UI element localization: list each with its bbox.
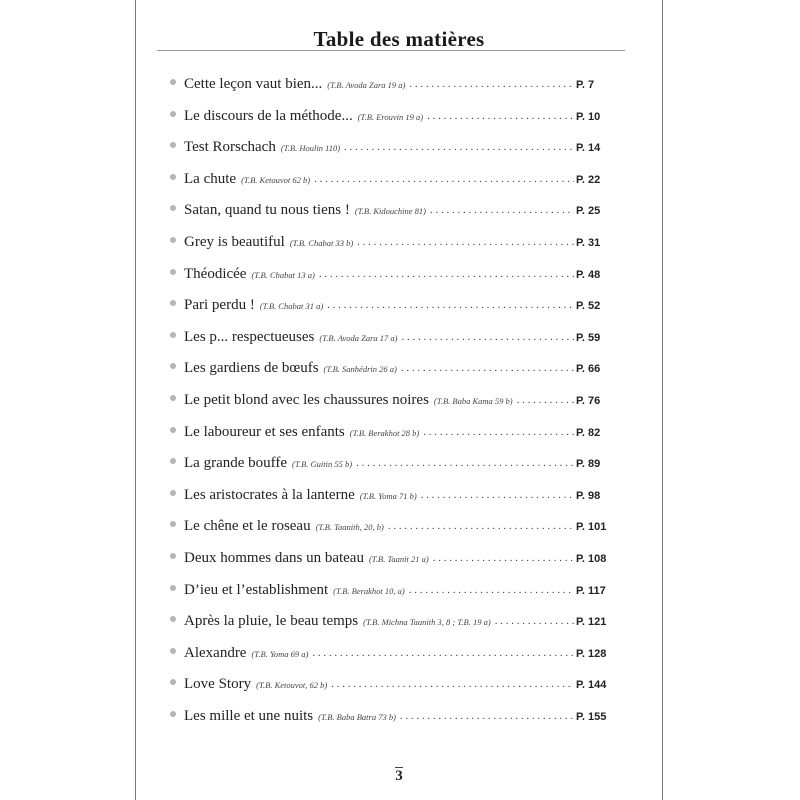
dot-leader (357, 236, 574, 248)
entry-title: Le chêne et le roseau (184, 518, 311, 535)
entry-reference: (T.B. Sanhédrin 26 a) (323, 364, 397, 375)
entry-reference: (T.B. Berakhot 10, a) (333, 585, 405, 596)
entry-title: Après la pluie, le beau temps (184, 613, 359, 630)
entry-reference: (T.B. Baba Batra 73 b) (318, 711, 396, 722)
entry-page: P. 89 (576, 458, 601, 471)
entry-reference: (T.B. Houlin 110) (280, 143, 341, 154)
bullet-icon (170, 616, 176, 622)
entry-page: P. 52 (576, 300, 601, 313)
entry-page: P. 98 (576, 489, 601, 502)
toc-entry[interactable] (170, 329, 610, 361)
entry-title: Les mille et une nuits (184, 707, 314, 724)
dot-leader (495, 615, 574, 627)
entry-reference: (T.B. Chabat 31 a) (259, 301, 324, 312)
entry-page: P. 31 (576, 236, 601, 249)
bullet-icon (170, 111, 176, 117)
toc-entry[interactable] (170, 139, 610, 171)
dot-leader (356, 457, 574, 469)
entry-reference: (T.B. Taanith, 20, b) (315, 522, 384, 533)
bullet-icon (170, 142, 176, 148)
page-number-value: 3 (395, 768, 403, 784)
toc-entry[interactable] (170, 360, 610, 392)
entry-reference: (T.B. Baba Kama 59 b) (433, 395, 513, 406)
entry-reference: (T.B. Berakhot 28 b) (349, 427, 420, 438)
dot-leader (409, 584, 574, 596)
title-rule (157, 50, 625, 51)
dot-leader (409, 78, 574, 90)
entry-page: P. 82 (576, 426, 601, 439)
dot-leader (433, 552, 574, 564)
table-of-contents (170, 76, 610, 739)
bullet-icon (170, 458, 176, 464)
entry-title: Test Rorschach (184, 139, 276, 156)
entry-reference: (T.B. Ketouvot, 62 b) (256, 680, 328, 691)
bullet-icon (170, 427, 176, 433)
bullet-icon (170, 490, 176, 496)
page-number (136, 768, 662, 785)
entry-page: P. 128 (576, 647, 607, 660)
dot-leader (314, 173, 574, 185)
entry-page: P. 14 (576, 142, 601, 155)
toc-entry[interactable] (170, 487, 610, 519)
entry-title: Love Story (184, 676, 252, 693)
entry-page: P. 7 (576, 79, 595, 91)
entry-reference: (T.B. Chabat 13 a) (251, 269, 315, 280)
entry-title: Le laboureur et ses enfants (184, 423, 345, 440)
dot-leader (327, 299, 574, 311)
entry-reference: (T.B. Kidouchine 81) (354, 206, 426, 217)
entry-page: P. 66 (576, 363, 601, 376)
entry-title: Le petit blond avec les chaussures noires (184, 391, 429, 408)
toc-entry[interactable] (170, 455, 610, 487)
entry-page: P. 121 (576, 616, 607, 629)
bullet-icon (170, 332, 176, 338)
entry-page: P. 117 (576, 584, 606, 597)
dot-leader (331, 678, 574, 690)
entry-page: P. 48 (576, 268, 601, 281)
bullet-icon (170, 269, 176, 275)
dot-leader (344, 141, 574, 153)
entry-page: P. 108 (576, 552, 607, 565)
dot-leader (312, 647, 574, 659)
entry-title: D’ieu et l’establishment (184, 581, 329, 598)
dot-leader (517, 394, 574, 406)
entry-title: Les aristocrates à la lanterne (184, 486, 355, 503)
dot-leader (423, 426, 574, 438)
bullet-icon (170, 363, 176, 369)
entry-page: P. 25 (576, 205, 601, 218)
bullet-icon (170, 237, 176, 243)
dot-leader (401, 331, 574, 343)
toc-entry[interactable] (170, 266, 610, 298)
entry-reference: (T.B. Taanit 21 a) (368, 553, 429, 564)
toc-entry[interactable] (170, 297, 610, 329)
bullet-icon (170, 553, 176, 559)
entry-reference: (T.B. Yoma 69 a) (251, 648, 309, 659)
toc-entry[interactable] (170, 76, 610, 108)
toc-entry[interactable] (170, 234, 610, 266)
entry-title: Cette leçon vaut bien... (184, 76, 323, 92)
entry-title: Pari perdu ! (184, 297, 255, 314)
toc-entry[interactable] (170, 645, 610, 677)
entry-reference: (T.B. Avoda Zara 17 a) (319, 332, 398, 343)
toc-entry[interactable] (170, 550, 610, 582)
toc-entry[interactable] (170, 202, 610, 234)
entry-page: P. 144 (576, 679, 607, 692)
bullet-icon (170, 300, 176, 306)
entry-reference: (T.B. Chabat 33 b) (289, 237, 354, 248)
entry-title: Les gardiens de bœufs (184, 360, 319, 377)
entry-title: Les p... respectueuses (184, 328, 315, 345)
bullet-icon (170, 205, 176, 211)
dot-leader (319, 268, 574, 280)
entry-title: Théodicée (184, 265, 247, 282)
toc-entry[interactable] (170, 518, 610, 550)
toc-entry[interactable] (170, 392, 610, 424)
bullet-icon (170, 174, 176, 180)
entry-title: Deux hommes dans un bateau (184, 549, 364, 566)
entry-title: Le discours de la méthode... (184, 107, 353, 124)
dot-leader (421, 489, 574, 501)
dot-leader (388, 520, 574, 532)
bullet-icon (170, 585, 176, 591)
toc-entry[interactable] (170, 708, 610, 740)
bullet-icon (170, 648, 176, 654)
page-title: Table des matières (313, 27, 485, 51)
entry-page: P. 59 (576, 331, 601, 344)
entry-reference: (T.B. Erouvin 19 a) (357, 111, 424, 122)
entry-page: P. 76 (576, 394, 601, 407)
toc-entry[interactable] (170, 582, 610, 614)
entry-reference: (T.B. Michna Taanith 3, 8 ; T.B. 19 a) (363, 617, 491, 628)
dot-leader (401, 362, 574, 374)
dot-leader (427, 110, 574, 122)
entry-title: La chute (184, 170, 237, 187)
entry-title: Satan, quand tu nous tiens ! (184, 202, 350, 219)
toc-entry[interactable] (170, 676, 610, 708)
entry-page: P. 22 (576, 173, 601, 186)
entry-reference: (T.B. Guitin 55 b) (292, 459, 353, 470)
toc-entry[interactable] (170, 424, 610, 456)
dot-leader (430, 204, 574, 216)
toc-entry[interactable] (170, 108, 610, 140)
entry-title: Grey is beautiful (184, 233, 285, 250)
entry-title: Alexandre (184, 644, 247, 661)
entry-page: P. 155 (576, 710, 607, 723)
entry-reference: (T.B. Avoda Zara 19 a) (327, 80, 406, 90)
bullet-icon (170, 521, 176, 527)
entry-page: P. 10 (576, 110, 601, 123)
bullet-icon (170, 679, 176, 685)
entry-reference: (T.B. Yoma 71 b) (359, 490, 417, 501)
toc-entry[interactable] (170, 613, 610, 645)
bullet-icon (170, 711, 176, 717)
bullet-icon (170, 79, 176, 85)
entry-page: P. 101 (576, 521, 607, 534)
entry-reference: (T.B. Ketouvot 62 b) (241, 174, 311, 185)
dot-leader (400, 710, 574, 722)
entry-title: La grande bouffe (184, 455, 288, 472)
toc-entry[interactable] (170, 171, 610, 203)
bullet-icon (170, 395, 176, 401)
